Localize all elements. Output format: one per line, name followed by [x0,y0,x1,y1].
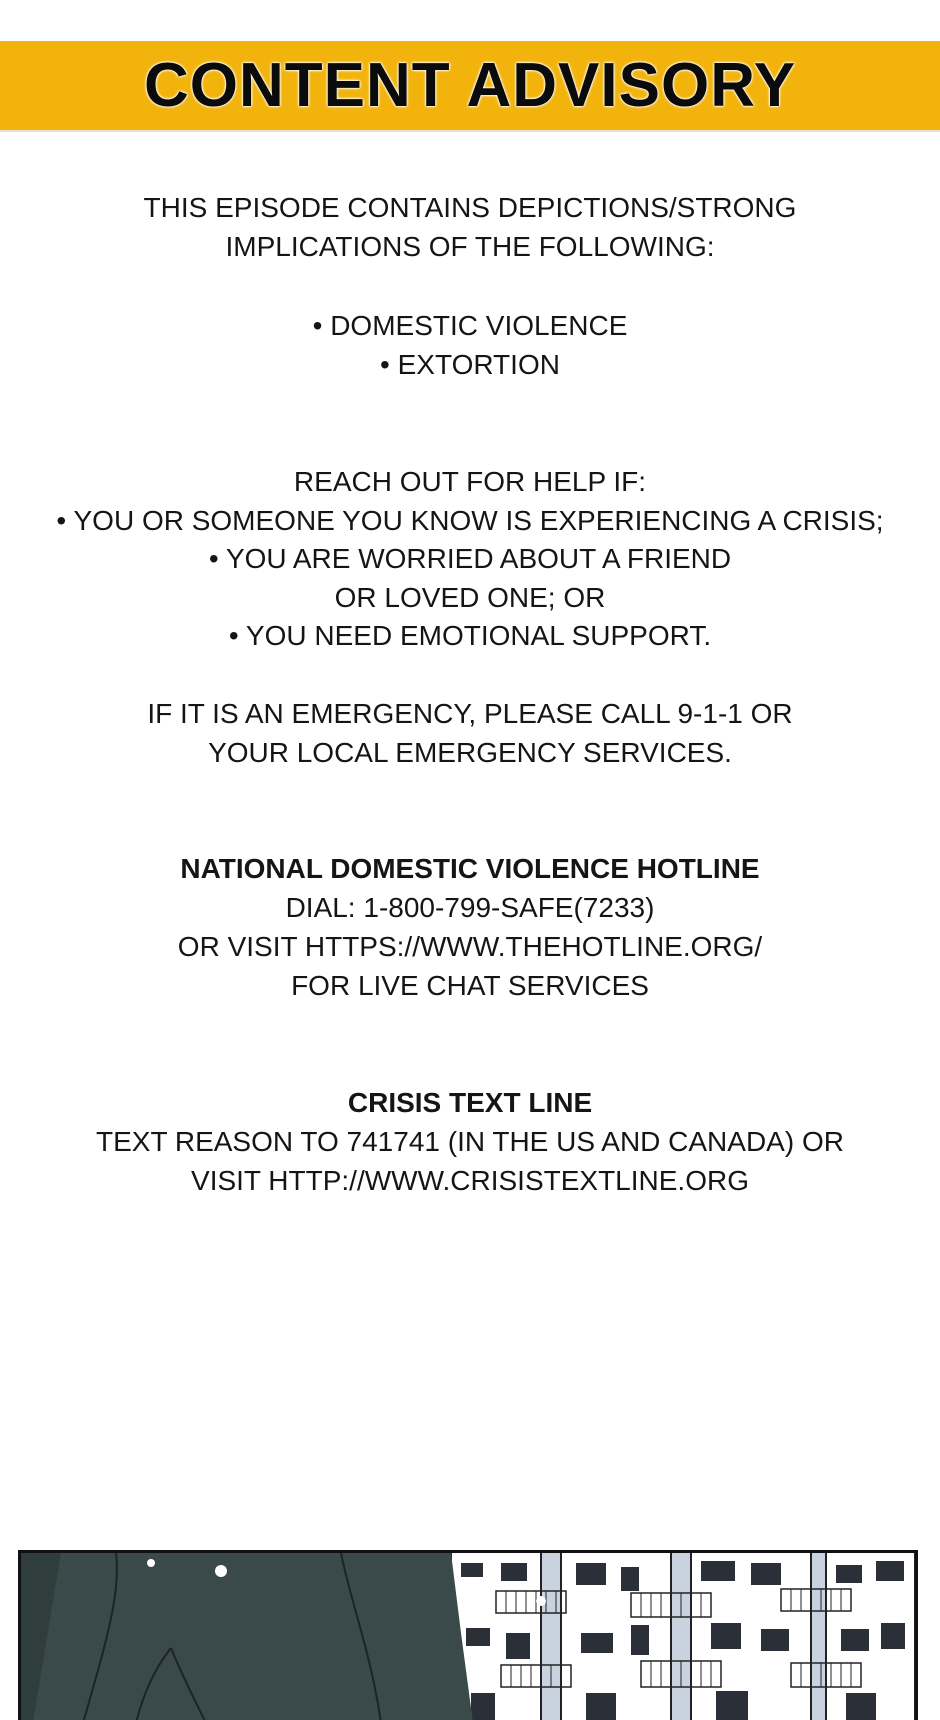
crisis-name: CRISIS TEXT LINE [347,1087,593,1118]
hotline-name: NATIONAL DOMESTIC VIOLENCE HOTLINE [180,853,760,884]
crisis-line: TEXT REASON TO 741741 (IN THE US AND CANADA) OR [96,1126,844,1157]
help-item: • YOU NEED EMOTIONAL SUPPORT. [228,620,712,651]
crisis-line: VISIT HTTP://WWW.CRISISTEXTLINE.ORG [191,1165,749,1196]
help-heading: REACH OUT FOR HELP IF: [293,466,647,497]
emergency-line: YOUR LOCAL EMERGENCY SERVICES. [208,737,732,768]
page-title: CONTENT ADVISORY [143,51,797,120]
topic-item: • EXTORTION [380,349,560,380]
help-item: • YOU OR SOMEONE YOU KNOW IS EXPERIENCING A CRISIS; [56,505,884,536]
hotline-line: OR VISIT HTTPS://WWW.THEHOTLINE.ORG/ [177,931,763,962]
comic-panel [18,1550,918,1720]
intro-line: THIS EPISODE CONTAINS DEPICTIONS/STRONG [143,192,797,223]
hotline-line: FOR LIVE CHAT SERVICES [291,970,649,1001]
advisory-banner [0,41,940,132]
help-item: • YOU ARE WORRIED ABOUT A FRIEND [208,543,732,574]
topic-item: • DOMESTIC VIOLENCE [312,310,628,341]
emergency-line: IF IT IS AN EMERGENCY, PLEASE CALL 9-1-1 OR [147,698,793,729]
comic-illustration [21,1553,915,1720]
hotline-line: DIAL: 1-800-799-SAFE(7233) [285,892,655,923]
help-item: OR LOVED ONE; OR [334,582,606,613]
intro-line: IMPLICATIONS OF THE FOLLOWING: [225,231,715,262]
